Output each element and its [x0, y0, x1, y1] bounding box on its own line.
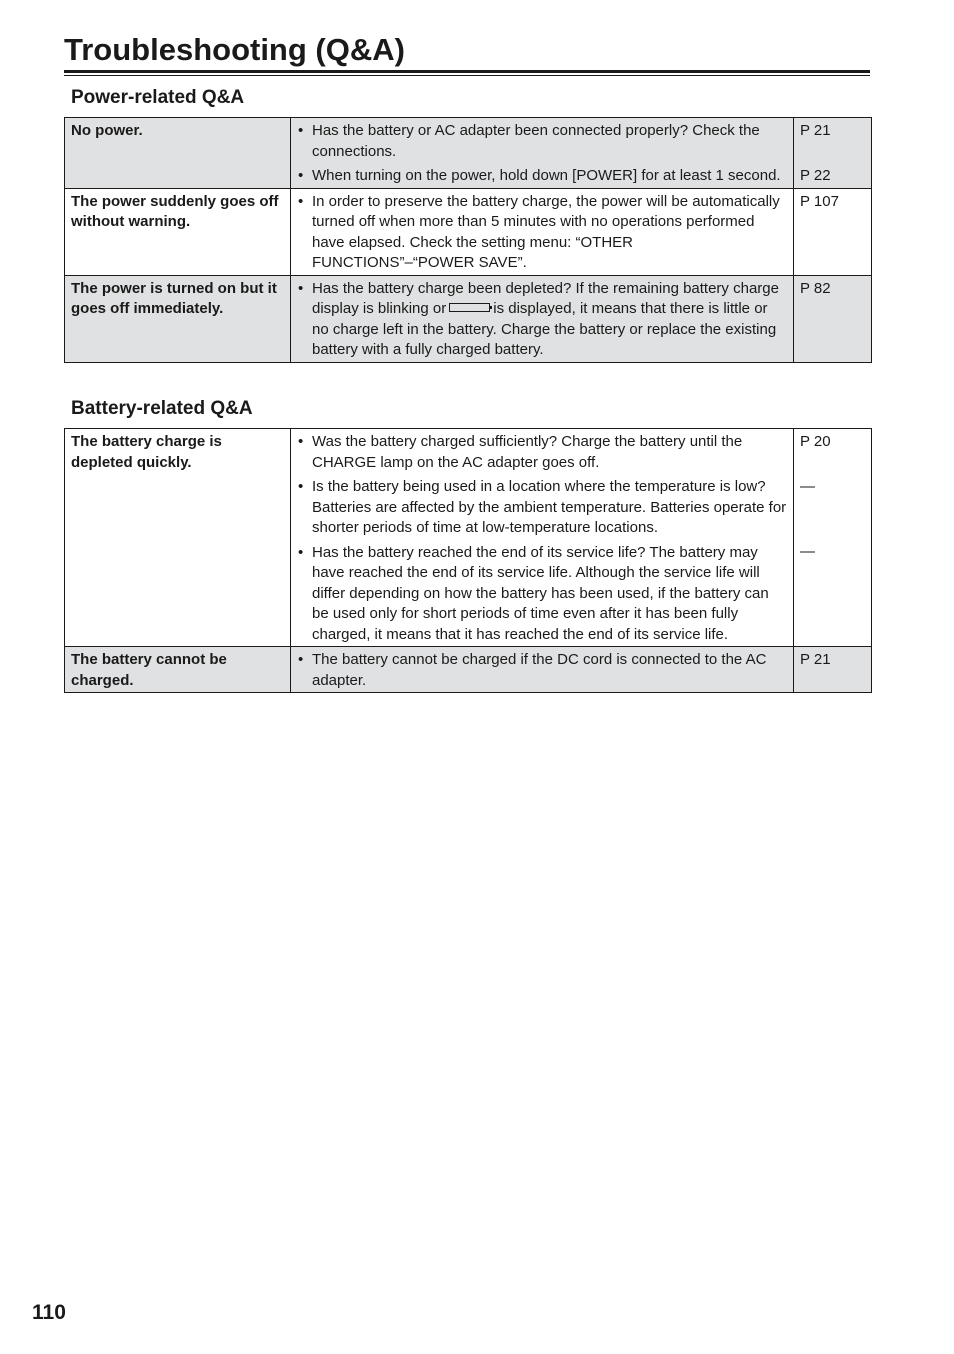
- remedy-text-before: Has the battery charge been depleted? If the remaining battery charge display is blinking or: [312, 279, 779, 317]
- symptom-cell: The battery cannot be charged.: [65, 647, 291, 693]
- symptom-cell: The power is turned on but it goes off immediately.: [65, 275, 291, 362]
- remedy-cell: [291, 118, 794, 189]
- page-ref: —: [800, 543, 815, 560]
- page-ref-cell: [794, 647, 872, 693]
- bullet-glyph: •: [298, 279, 304, 297]
- remedy-item: [297, 650, 787, 691]
- bullet-glyph: •: [298, 433, 304, 450]
- title-rule-thin: [64, 75, 870, 76]
- battery-qa-table: [64, 428, 872, 693]
- empty-battery-icon: [449, 303, 490, 312]
- symptom-cell: The battery charge is depleted quickly.: [65, 429, 291, 647]
- remedy-cell: [291, 429, 794, 647]
- page-ref: P 22: [800, 167, 831, 184]
- table-row: [65, 118, 872, 189]
- remedy-item: [297, 543, 787, 646]
- remedy-text: Was the battery charged sufficiently? Charge the battery until the CHARGE lamp on the AC adapter goes off.: [312, 433, 743, 471]
- page-ref-cell: [794, 429, 872, 647]
- page-ref: P 107: [800, 192, 839, 210]
- bullet-glyph: •: [298, 122, 304, 139]
- power-qa-table: [64, 117, 872, 363]
- remedy-item: [297, 121, 787, 162]
- bullet-glyph: •: [298, 478, 304, 495]
- page-ref-cell: [794, 118, 872, 189]
- title-rule: [64, 70, 870, 73]
- table-row: [65, 647, 872, 693]
- page-ref: P 82: [800, 279, 831, 297]
- symptom-cell: The power suddenly goes off without warning.: [65, 188, 291, 275]
- table-row: [65, 429, 872, 647]
- remedy-cell: [291, 275, 794, 362]
- page-ref-cell: [794, 188, 872, 275]
- remedy-item: [297, 432, 787, 473]
- remedy-item: [297, 192, 787, 274]
- remedy-item: [297, 166, 787, 187]
- bullet-glyph: •: [298, 543, 304, 561]
- table-row: [65, 275, 872, 362]
- section-heading-power: Power-related Q&A: [71, 87, 245, 108]
- remedy-text: Has the battery reached the end of its service life? The battery may have reached the end of its service life. Although the service life will differ depending on how the battery has been used, if the battery can be used only for short periods of time even after it has been fully charged, it means that it has reached the end of its service life.: [312, 543, 769, 643]
- section-heading-battery: Battery-related Q&A: [71, 398, 253, 419]
- remedy-text: [312, 279, 787, 361]
- remedy-cell: [291, 188, 794, 275]
- bullet-glyph: •: [298, 167, 304, 184]
- remedy-text: Is the battery being used in a location where the temperature is low? Batteries are affected by the ambient temperature. Batteries operate for shorter periods of time at low-temperature locations.: [312, 478, 787, 536]
- remedy-item: [297, 477, 787, 539]
- page-ref: P 21: [800, 651, 831, 668]
- remedy-text: The battery cannot be charged if the DC cord is connected to the AC adapter.: [312, 651, 767, 689]
- symptom-cell: No power.: [65, 118, 291, 189]
- bullet-glyph: •: [298, 651, 304, 668]
- bullet-glyph: •: [298, 192, 304, 210]
- remedy-text: In order to preserve the battery charge, the power will be automatically turned off when more than 5 minutes with no operations performed have elapsed. Check the setting menu: “OTHER FUNCTIONS”–“POWER SAVE”.: [312, 192, 780, 271]
- page-ref-cell: [794, 275, 872, 362]
- page-title: Troubleshooting (Q&A): [64, 32, 405, 67]
- table-row: [65, 188, 872, 275]
- remedy-text: When turning on the power, hold down [POWER] for at least 1 second.: [312, 167, 781, 184]
- remedy-text: Has the battery or AC adapter been connected properly? Check the connections.: [312, 122, 760, 160]
- remedy-text-after: is displayed, it means that there is little or no charge left in the battery. Charge the battery or replace the existing battery with a fully charged battery.: [312, 300, 777, 358]
- page-ref: P 21: [800, 122, 831, 139]
- page-ref: —: [800, 478, 815, 495]
- page-number: 110: [32, 1301, 66, 1324]
- remedy-cell: [291, 647, 794, 693]
- remedy-item: [297, 279, 787, 361]
- page-ref: P 20: [800, 433, 831, 450]
